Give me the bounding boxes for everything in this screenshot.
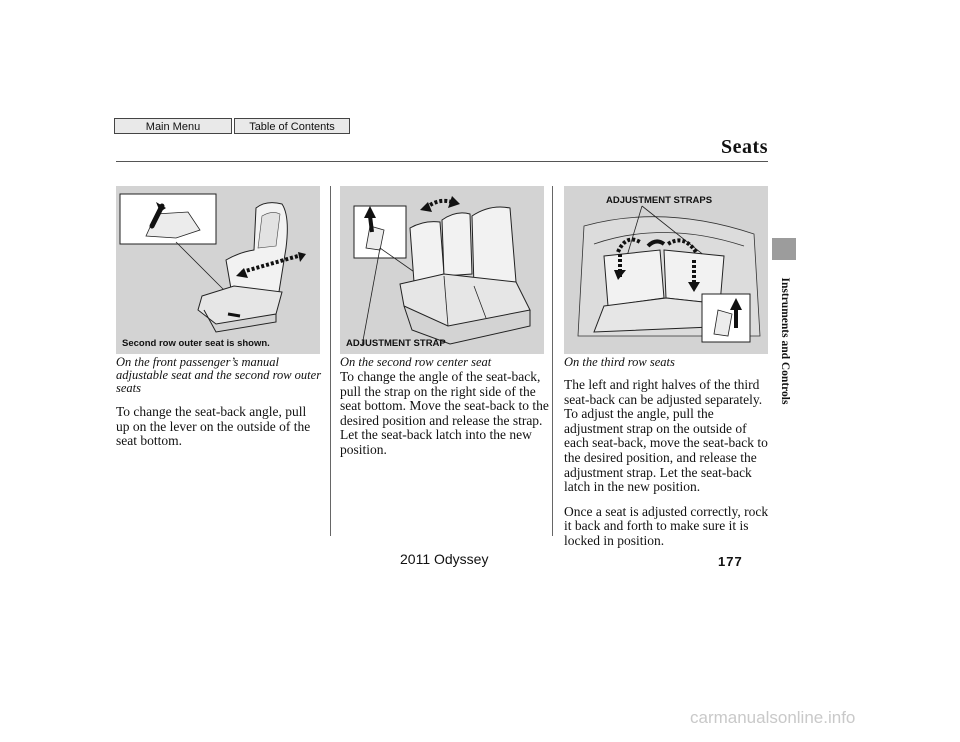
section-side-label xyxy=(775,268,795,413)
right-paragraph-1: The left and right halves of the third seat-back can be adjusted separately. To adjust the angle, pull the adjustment strap on the outside of each seat-back, move the seat-back to the desired position, and release the adjustment strap. Let the seat-back latch in the new position. xyxy=(564,377,768,495)
left-seat-back-shape xyxy=(604,250,664,306)
third-row-drawing xyxy=(564,186,768,354)
figure-callout: ADJUSTMENT STRAP xyxy=(346,338,446,349)
watermark: carmanualsonline.info xyxy=(690,708,856,727)
third-row-illustration xyxy=(564,186,768,354)
seat-cushion-shape xyxy=(198,286,282,324)
table-of-contents-button[interactable]: Table of Contents xyxy=(234,118,350,134)
right-caption: On the third row seats xyxy=(564,355,675,369)
center-seat-back-shape xyxy=(442,213,472,276)
page-number: 177 xyxy=(718,554,743,569)
middle-body xyxy=(340,370,550,468)
figure-callout: ADJUSTMENT STRAPS xyxy=(606,195,713,206)
section-side-label-text: Instruments and Controls xyxy=(779,277,791,404)
left-paragraph: To change the seat-back angle, pull up on the lever on the outside of the seat bottom. xyxy=(116,404,311,449)
right-body xyxy=(564,378,770,559)
model-name: 2011 Odyssey xyxy=(400,551,489,567)
main-menu-button[interactable]: Main Menu xyxy=(114,118,232,134)
second-row-cushions xyxy=(400,274,530,326)
column-divider-left xyxy=(330,186,331,536)
header-rule xyxy=(116,161,768,162)
center-seat-drawing xyxy=(340,186,544,354)
center-seat-illustration xyxy=(340,186,544,354)
front-seat-illustration xyxy=(116,186,320,354)
recline-arrow-icon xyxy=(298,252,306,262)
left-caption: On the front passenger’s manual adjustable seat and the second row outer seats xyxy=(116,355,322,395)
figure-callout: Second row outer seat is shown. xyxy=(122,338,270,349)
right-paragraph-2: Once a seat is adjusted correctly, rock it back and forth to make sure it is locked in position. xyxy=(564,503,769,548)
section-tab xyxy=(772,238,796,260)
middle-caption: On the second row center seat xyxy=(340,355,492,369)
section-title: Seats xyxy=(721,136,768,158)
front-seat-drawing xyxy=(116,186,320,354)
column-divider-right xyxy=(552,186,553,536)
middle-paragraph: To change the angle of the seat-back, pull the strap on the right side of the seat bottom. Move the seat-back to the desired position and release the strap. Let the seat-back latch into the new position. xyxy=(340,369,549,457)
left-body xyxy=(116,405,322,459)
callout-leader-line xyxy=(362,248,380,346)
